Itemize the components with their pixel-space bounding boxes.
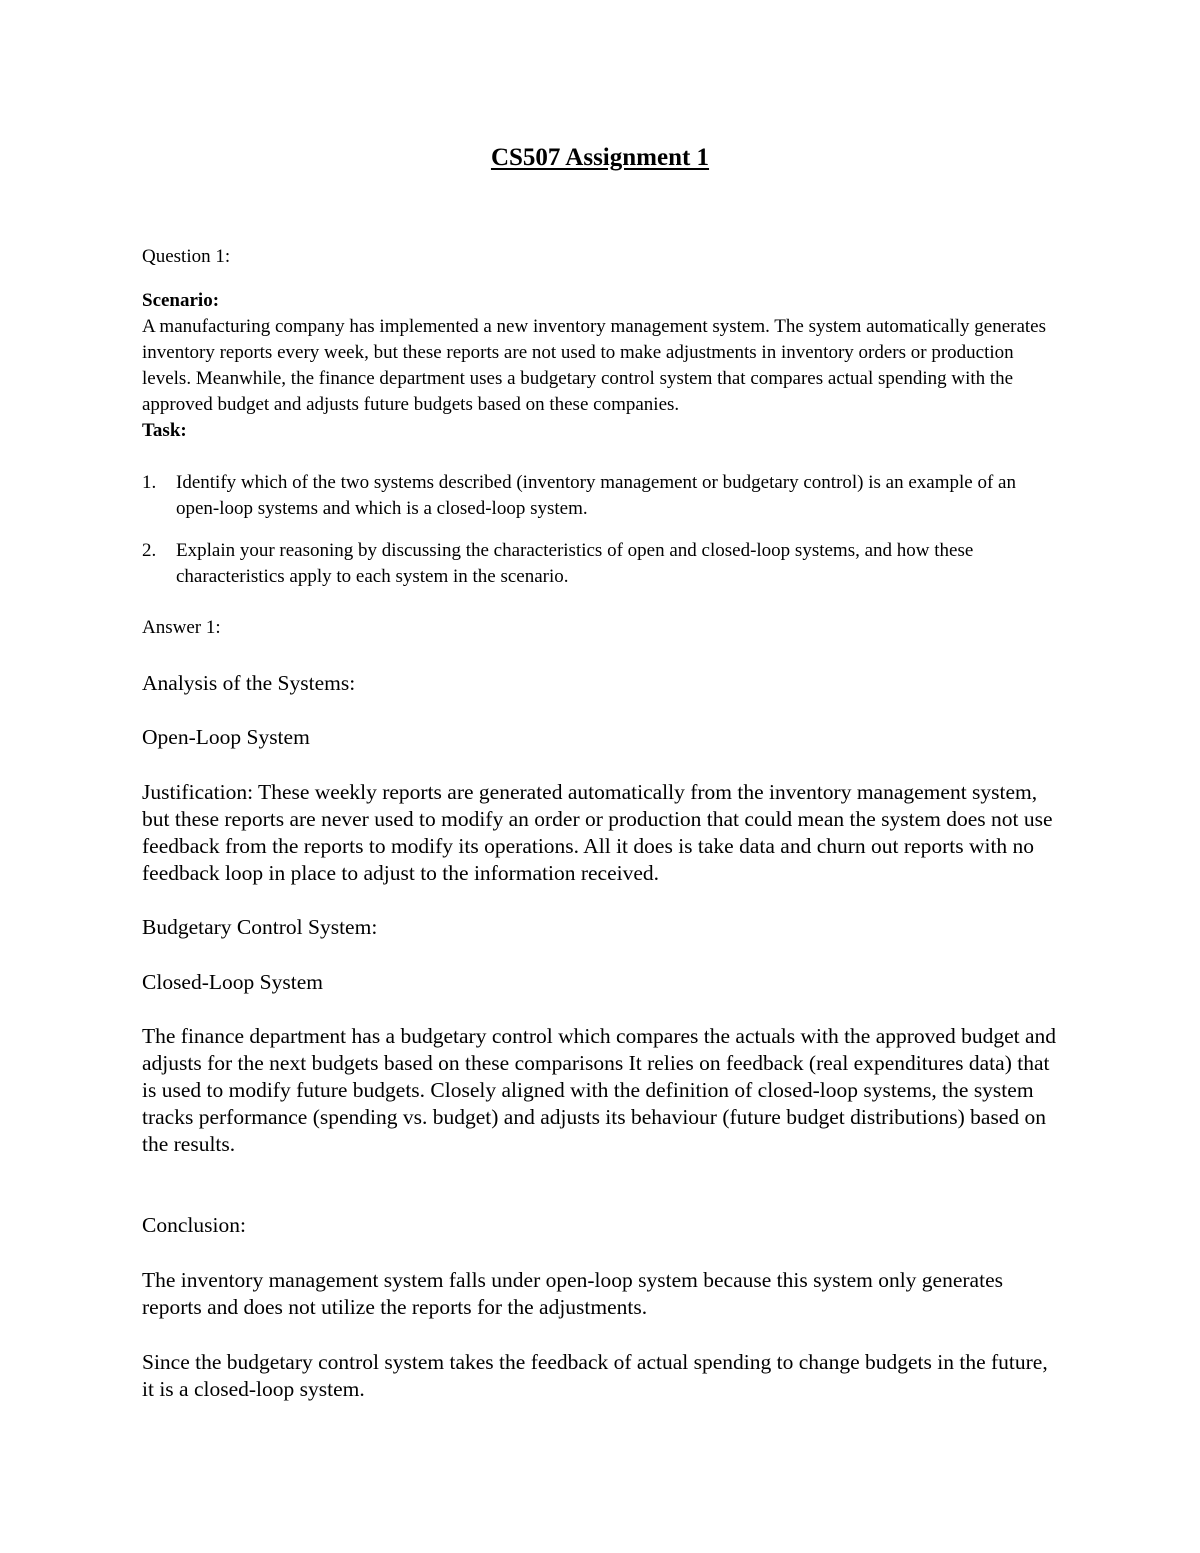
closed-loop-heading: Closed-Loop System [142, 970, 323, 994]
closed-loop-paragraph: The finance department has a budgetary control which compares the actuals with the approved budget and adjusts for the next budgets based on these comparisons It relies on feedback (real expenditures data) that is used to modify future budgets. Closely aligned with the definition of closed-loop systems, the system tracks performance (spending vs. budget) and adjusts its behaviour (future budget distributions) based on the results. [142, 1024, 1057, 1156]
analysis-heading: Analysis of the Systems: [142, 671, 356, 695]
conclusion-heading: Conclusion: [142, 1213, 246, 1237]
task-item [142, 470, 1062, 522]
question-label: Question 1: [142, 246, 231, 267]
task-text: Explain your reasoning by discussing the characteristics of open and closed-loop systems, and how these characteristics apply to each system in the scenario. [176, 540, 974, 587]
answer-label: Answer 1: [142, 617, 221, 638]
justification-paragraph: Justification: These weekly reports are generated automatically from the inventory management system, but these reports are never used to modify an order or production that could mean the system does not use feedback from the reports to modify its operations. All it does is take data and churn out reports with no feedback loop in place to adjust to the information received. [142, 780, 1053, 885]
task-label: Task: [142, 420, 187, 441]
scenario-text: A manufacturing company has implemented a new inventory management system. The system automatically generates inventory reports every week, but these reports are not used to make adjustments in inventory orders or production levels. Meanwhile, the finance department uses a budgetary control system that compares actual spending with the approved budget and adjusts future budgets based on these companies. [142, 316, 1046, 415]
scenario-label: Scenario: [142, 290, 220, 311]
budgetary-heading: Budgetary Control System: [142, 915, 378, 939]
scenario-section [142, 288, 1062, 444]
open-loop-heading: Open-Loop System [142, 725, 310, 749]
task-list [142, 470, 1062, 606]
task-number: 1. [142, 472, 157, 493]
conclusion-paragraph-1: The inventory management system falls under open-loop system because this system only generates reports and does not utilize the reports for the adjustments. [142, 1268, 1003, 1319]
task-number: 2. [142, 540, 157, 561]
document-title: CS507 Assignment 1 [490, 144, 710, 171]
conclusion-paragraph-2: Since the budgetary control system takes the feedback of actual spending to change budgets in the future, it is a closed-loop system. [142, 1350, 1048, 1401]
task-text: Identify which of the two systems described (inventory management or budgetary control) is an example of an open-loop systems and which is a closed-loop system. [176, 472, 1016, 519]
task-item [142, 538, 1062, 590]
